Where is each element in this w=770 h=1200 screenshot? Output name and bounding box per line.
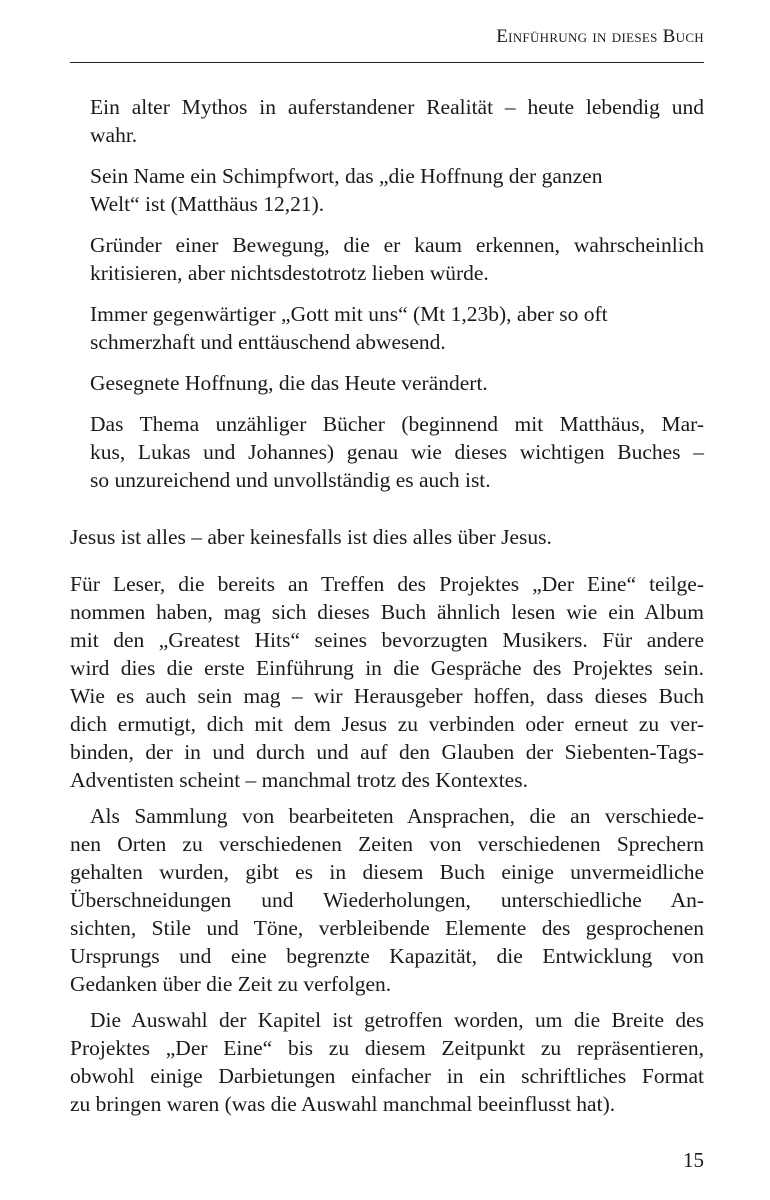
body-line: sichten, Stile und Töne, verbleibende Elemente des gesprochenen xyxy=(70,916,704,940)
body-line: wird dies die erste Einführung in die Gespräche des Projektes sein. xyxy=(70,656,704,680)
body-line: dich ermutigt, dich mit dem Jesus zu verbinden oder erneut zu ver- xyxy=(70,712,704,736)
body-line: Als Sammlung von bearbeiteten Ansprachen, die an verschiede- xyxy=(90,804,704,828)
body-line: gehalten wurden, gibt es in diesem Buch einige unvermeidliche xyxy=(70,860,704,884)
quote-line: Gründer einer Bewegung, die er kaum erkennen, wahrscheinlich xyxy=(90,233,704,257)
body-line: Die Auswahl der Kapitel ist getroffen worden, um die Breite des xyxy=(90,1008,704,1032)
quote-line: Immer gegenwärtiger „Gott mit uns“ (Mt 1,23b), aber so oft xyxy=(90,302,608,326)
body-line: zu bringen waren (was die Auswahl manchmal beeinflusst hat). xyxy=(70,1092,616,1116)
page-number: 15 xyxy=(683,1148,704,1172)
quote-line: Welt“ ist (Matthäus 12,21). xyxy=(90,192,325,216)
body-line: Adventisten scheint – manchmal trotz des Kontextes. xyxy=(70,768,528,792)
quote-line: kritisieren, aber nichtsdestotrotz lieben würde. xyxy=(90,261,489,285)
body-line: Ursprungs und eine begrenzte Kapazität, die Entwicklung von xyxy=(70,944,704,968)
summary-line: Jesus ist alles – aber keinesfalls ist dies alles über Jesus. xyxy=(70,525,552,549)
quote-line: Sein Name ein Schimpfwort, das „die Hoffnung der ganzen xyxy=(90,164,603,188)
body-line: Für Leser, die bereits an Treffen des Projektes „Der Eine“ teilge- xyxy=(70,572,704,596)
quote-line: Das Thema unzähliger Bücher (beginnend mit Matthäus, Mar- xyxy=(90,412,704,436)
quote-line: kus, Lukas und Johannes) genau wie dieses wichtigen Buches – xyxy=(90,440,704,464)
running-header: Einführung in dieses Buch xyxy=(496,26,704,47)
quote-line: Ein alter Mythos in auferstandener Realität – heute lebendig und xyxy=(90,95,704,119)
body-line: Gedanken über die Zeit zu verfolgen. xyxy=(70,972,392,996)
body-line: binden, der in und durch und auf den Glauben der Siebenten-Tags- xyxy=(70,740,704,764)
body-line: Überschneidungen und Wiederholungen, unterschiedliche An- xyxy=(70,888,704,912)
body-line: Projektes „Der Eine“ bis zu diesem Zeitpunkt zu repräsentieren, xyxy=(70,1036,704,1060)
body-line: mit den „Greatest Hits“ seines bevorzugten Musikers. Für andere xyxy=(70,628,704,652)
quote-line: wahr. xyxy=(90,123,138,147)
body-line: nommen haben, mag sich dieses Buch ähnlich lesen wie ein Album xyxy=(70,600,704,624)
body-line: obwohl einige Darbietungen einfacher in ein schriftliches Format xyxy=(70,1064,704,1088)
body-line: nen Orten zu verschiedenen Zeiten von verschiedenen Sprechern xyxy=(70,832,704,856)
quote-line: schmerzhaft und enttäuschend abwesend. xyxy=(90,330,446,354)
quote-line: Gesegnete Hoffnung, die das Heute verändert. xyxy=(90,371,488,395)
header-rule xyxy=(70,62,704,63)
quote-line: so unzureichend und unvollständig es auch ist. xyxy=(90,468,491,492)
body-line: Wie es auch sein mag – wir Herausgeber hoffen, dass dieses Buch xyxy=(70,684,704,708)
